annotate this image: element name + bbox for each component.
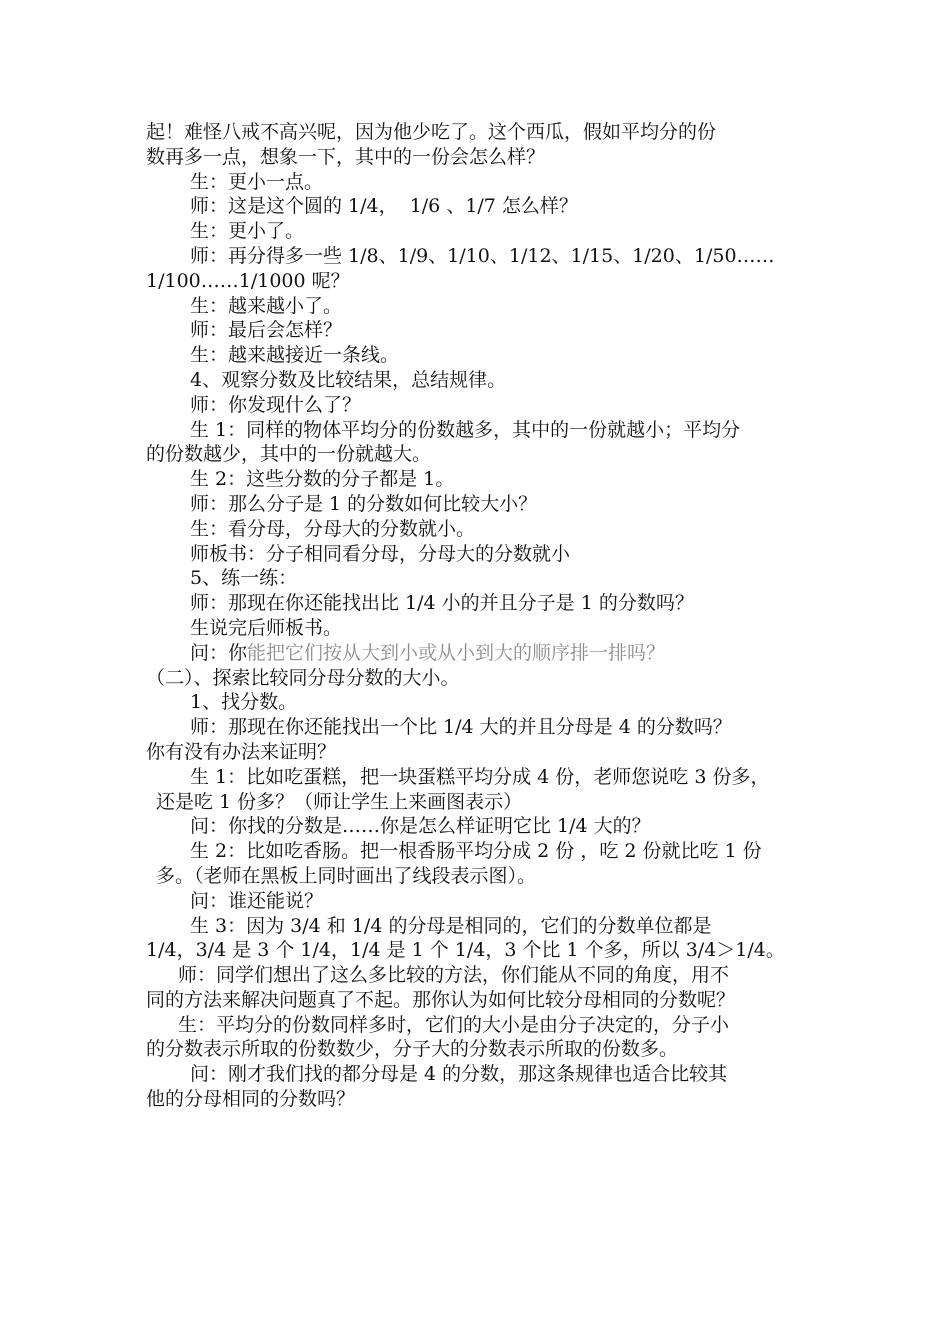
text-line: 生：看分母，分母大的分数就小。 (190, 517, 476, 540)
text-line: 起！难怪八戒不高兴呢，因为他少吃了。这个西瓜，假如平均分的份 (146, 121, 717, 143)
text-line: 1/4，3/4 是 3 个 1/4，1/4 是 1 个 1/4，3 个比 1 个多，所以 3/4＞1/4。 (146, 939, 785, 962)
text-line (146, 641, 816, 666)
text-line: 师：那现在你还能找出比 1/4 小的并且分子是 1 的分数吗？ (190, 592, 694, 615)
text-line: 师：那现在你还能找出一个比 1/4 大的并且分母是 4 的分数吗？ (190, 716, 732, 739)
text-line: 多。（老师在黑板上同时画出了线段表示图）。 (156, 864, 537, 887)
text-line: 生：更小一点。 (190, 170, 324, 193)
section-heading: 1、找分数。 (190, 691, 298, 714)
text-line-muted-tail: 能把它们按从大到小或从小到大的顺序排一排吗？ (247, 641, 666, 664)
text-line: 问：谁还能说？ (190, 889, 324, 912)
text-line: 的分数表示所取的份数数少，分子大的分数表示所取的份数多。 (146, 1038, 679, 1061)
text-line: 生 3：因为 3/4 和 1/4 的分母是相同的，它们的分数单位都是 (190, 914, 712, 937)
text-line: 师：最后会怎样？ (190, 319, 343, 342)
text-line: 生：更小了。 (190, 220, 305, 243)
text-line: 生 1：同样的物体平均分的份数越多，其中的一份就越小；平均分 (190, 418, 741, 441)
text-line: 你有没有办法来证明？ (146, 740, 337, 763)
text-line: 生 2：这些分数的分子都是 1。 (190, 468, 455, 491)
text-line: 1/100……1/1000 呢？ (146, 269, 350, 292)
text-line: 师：同学们想出了这么多比较的方法，你们能从不同的角度，用不 (178, 964, 730, 987)
text-line: 师：那么分子是 1 的分数如何比较大小？ (190, 492, 538, 515)
section-heading: 5、练一练： (190, 567, 298, 590)
text-line: 师：你发现什么了？ (190, 393, 362, 416)
text-line: 问：刚才我们找的都分母是 4 的分数，那这条规律也适合比较其 (190, 1063, 728, 1086)
text-line: 的份数越少，其中的一份就越大。 (146, 443, 432, 466)
text-line: 数再多一点，想象一下，其中的一份会怎么样？ (146, 145, 546, 168)
text-line: 师：这是这个圆的 1/4， 1/6 、1/7 怎么样？ (190, 195, 578, 218)
text-line-start: 问：你 (190, 641, 248, 664)
text-line: 同的方法来解决问题真了不起。那你认为如何比较分母相同的分数呢？ (146, 988, 736, 1011)
text-line: 师板书：分子相同看分母，分母大的分数就小 (190, 542, 571, 565)
text-line: 生说完后师板书。 (190, 616, 343, 639)
text-line: 生 1：比如吃蛋糕，把一块蛋糕平均分成 4 份，老师您说吃 3 份多， (190, 765, 770, 788)
text-line: 生：平均分的份数同样多时，它们的大小是由分子决定的，分子小 (178, 1013, 730, 1036)
text-line: 师：再分得多一些 1/8、1/9、1/10、1/12、1/15、1/20、1/50…… (190, 244, 775, 267)
text-line: 还是吃 1 份多？（师让学生上来画图表示） (156, 790, 523, 813)
section-heading: 4、观察分数及比较结果，总结规律。 (190, 368, 507, 391)
text-line: 生：越来越小了。 (190, 294, 343, 317)
section-heading: （二）、探索比较同分母分数的大小。 (146, 666, 460, 689)
text-line: 生 2：比如吃香肠。把一根香肠平均分成 2 份 ，吃 2 份就比吃 1 份 (190, 840, 762, 863)
text-line: 问：你找的分数是……你是怎么样证明它比 1/4 大的？ (190, 815, 651, 838)
lesson-transcript (146, 120, 816, 1112)
text-line: 生：越来越接近一条线。 (190, 344, 400, 367)
text-line: 他的分母相同的分数吗？ (146, 1088, 356, 1111)
